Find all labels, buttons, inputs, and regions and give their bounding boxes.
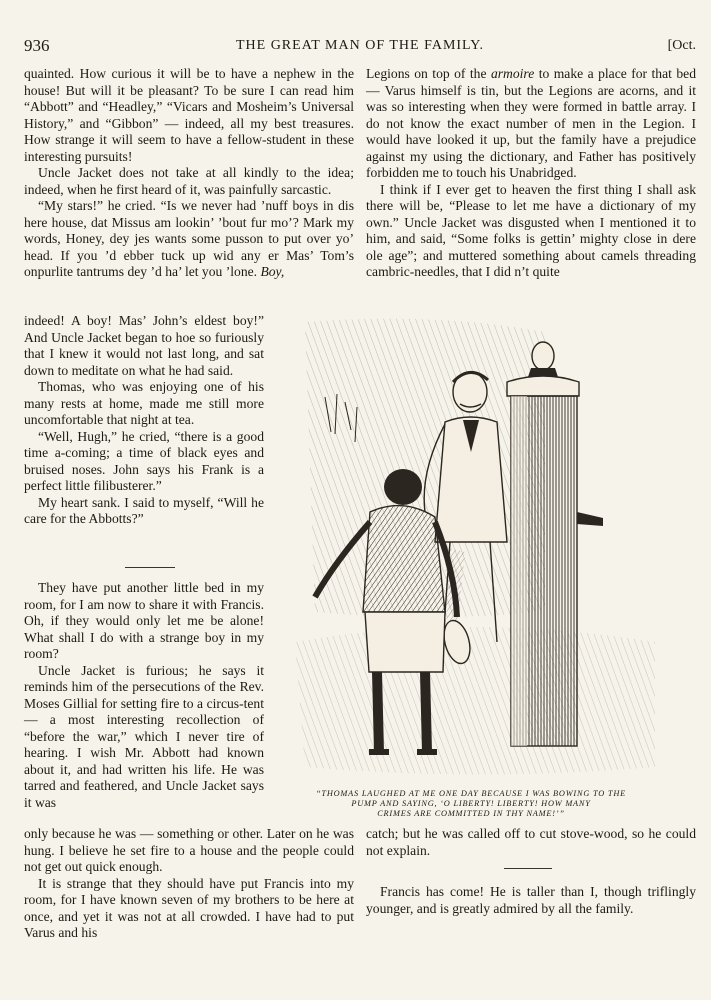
dialogue-text: “My stars!” he cried. “Is we never had ’nuff boys in dis here house, dat Missus am lookin’ ’bout fur mo’? Mark my words, Honey, dey jes wants some pusson to put over yo’ head. If you ’d ebber tuck up wid any er Mas’ Tom’s onpurlite tantrums dey ’d ha’ let you ’lone. <box>24 198 354 279</box>
left-column-section-two <box>24 580 264 811</box>
paragraph: It is strange that they should have put Francis into my room, for I have known seven of my brothers to be here at once, and yet it was not at all crowded. I have had to put Varus and his <box>24 875 354 940</box>
caption-line: CRIMES ARE COMMITTED IN THY NAME!’” <box>377 809 565 818</box>
left-column-top <box>24 66 354 281</box>
section-divider <box>504 868 552 869</box>
emphasis-text: armoire <box>490 66 535 81</box>
text-run: Legions on top of the <box>366 66 491 81</box>
page-number: 936 <box>24 36 50 55</box>
illustration-caption <box>296 789 646 819</box>
running-header <box>24 36 696 58</box>
left-column-narrow <box>24 313 264 528</box>
running-title: THE GREAT MAN OF THE FAMILY. <box>235 38 485 53</box>
paragraph: My heart sank. I said to myself, “Will he care for the Abbotts?” <box>24 494 264 526</box>
section-divider <box>125 567 175 568</box>
paragraph: only because he was — something or other. Later on he was hung. I believe he set fire to a house and the people could not get out quick enough. <box>24 826 354 874</box>
ground-shading <box>295 627 655 775</box>
paragraph: catch; but he was called off to cut stove-wood, so he could not explain. <box>366 826 696 858</box>
paragraph <box>366 66 696 182</box>
paragraph: Francis has come! He is taller than I, though triflingly younger, and is greatly admired by all the family. <box>366 884 696 916</box>
text-run: to make a place for that bed — Varus himself is tin, but the Legions are acorns, and it was so interesting when they were formed in battle array. I do not know the exact number of men in the Legion. I would have looked it up, but the family have a prejudice against my using the dictionary, and Father has positively forbidden me to touch his Unabridged. <box>366 66 696 180</box>
caption-line: PUMP AND SAYING, ‘O LIBERTY! LIBERTY! HOW MANY <box>351 799 591 808</box>
emphasis-text: Boy, <box>260 264 285 279</box>
paragraph: They have put another little bed in my room, for I am now to share it with Francis. Oh, if they would only let me be alone! What shall I do with a strange boy in my room? <box>24 580 264 661</box>
issue-month: [Oct. <box>667 38 696 53</box>
paragraph <box>24 198 354 281</box>
left-column-bottom <box>24 826 354 942</box>
right-column-bottom <box>366 826 696 859</box>
paragraph: indeed! A boy! Mas’ John’s eldest boy!” And Uncle Jacket began to hoe so furiously that I knew it would not last long, and sat down to meditate on what he had said. <box>24 313 264 378</box>
paragraph: I think if I ever get to heaven the first thing I shall ask there will be, “Please to let me have a dictionary of my own.” Uncle Jacket was disgusted when I mentioned it to him, and said, “Some folks is gettin’ mighty close in dere ole age”; and muttered something about camels threading cambric-needles, that I did n’t quite <box>366 181 696 279</box>
paragraph: quainted. How curious it will be to have a nephew in the house! But will it be pleasant? To be sure I can read him “Abbott” and “Headley,” “Vicars and Mosheim’s Universal History,” and “Gibbon” — indeed, all my best treasures. How strange it will seem to have a fellow-student in these interesting pursuits! <box>24 66 354 164</box>
paragraph: Uncle Jacket is furious; he says it reminds him of the persecutions of the Rev. Moses Gillial for setting fire to a circus-tent — a most interesting recollection of “before the war,” which I never tire of hearing. I wish Mr. Abbott had known about it, and had written his life. He was tarred and feathered, and Uncle Jacket says it was <box>24 662 264 810</box>
engraving-illustration <box>285 312 660 782</box>
caption-line: “THOMAS LAUGHED AT ME ONE DAY BECAUSE I WAS BOWING TO THE <box>316 789 626 798</box>
right-column-final <box>366 884 696 917</box>
paragraph: Thomas, who was enjoying one of his many rests at home, made me still more uncomfortable that night at tea. <box>24 379 264 427</box>
paragraph: “Well, Hugh,” he cried, “there is a good time a-coming; a time of black eyes and bruised noses. John says his Frank is a perfect little filibusterer.” <box>24 428 264 493</box>
right-column-top <box>366 66 696 281</box>
paragraph: Uncle Jacket does not take at all kindly to the idea; indeed, when he first heard of it, was painfully sarcastic. <box>24 165 354 197</box>
